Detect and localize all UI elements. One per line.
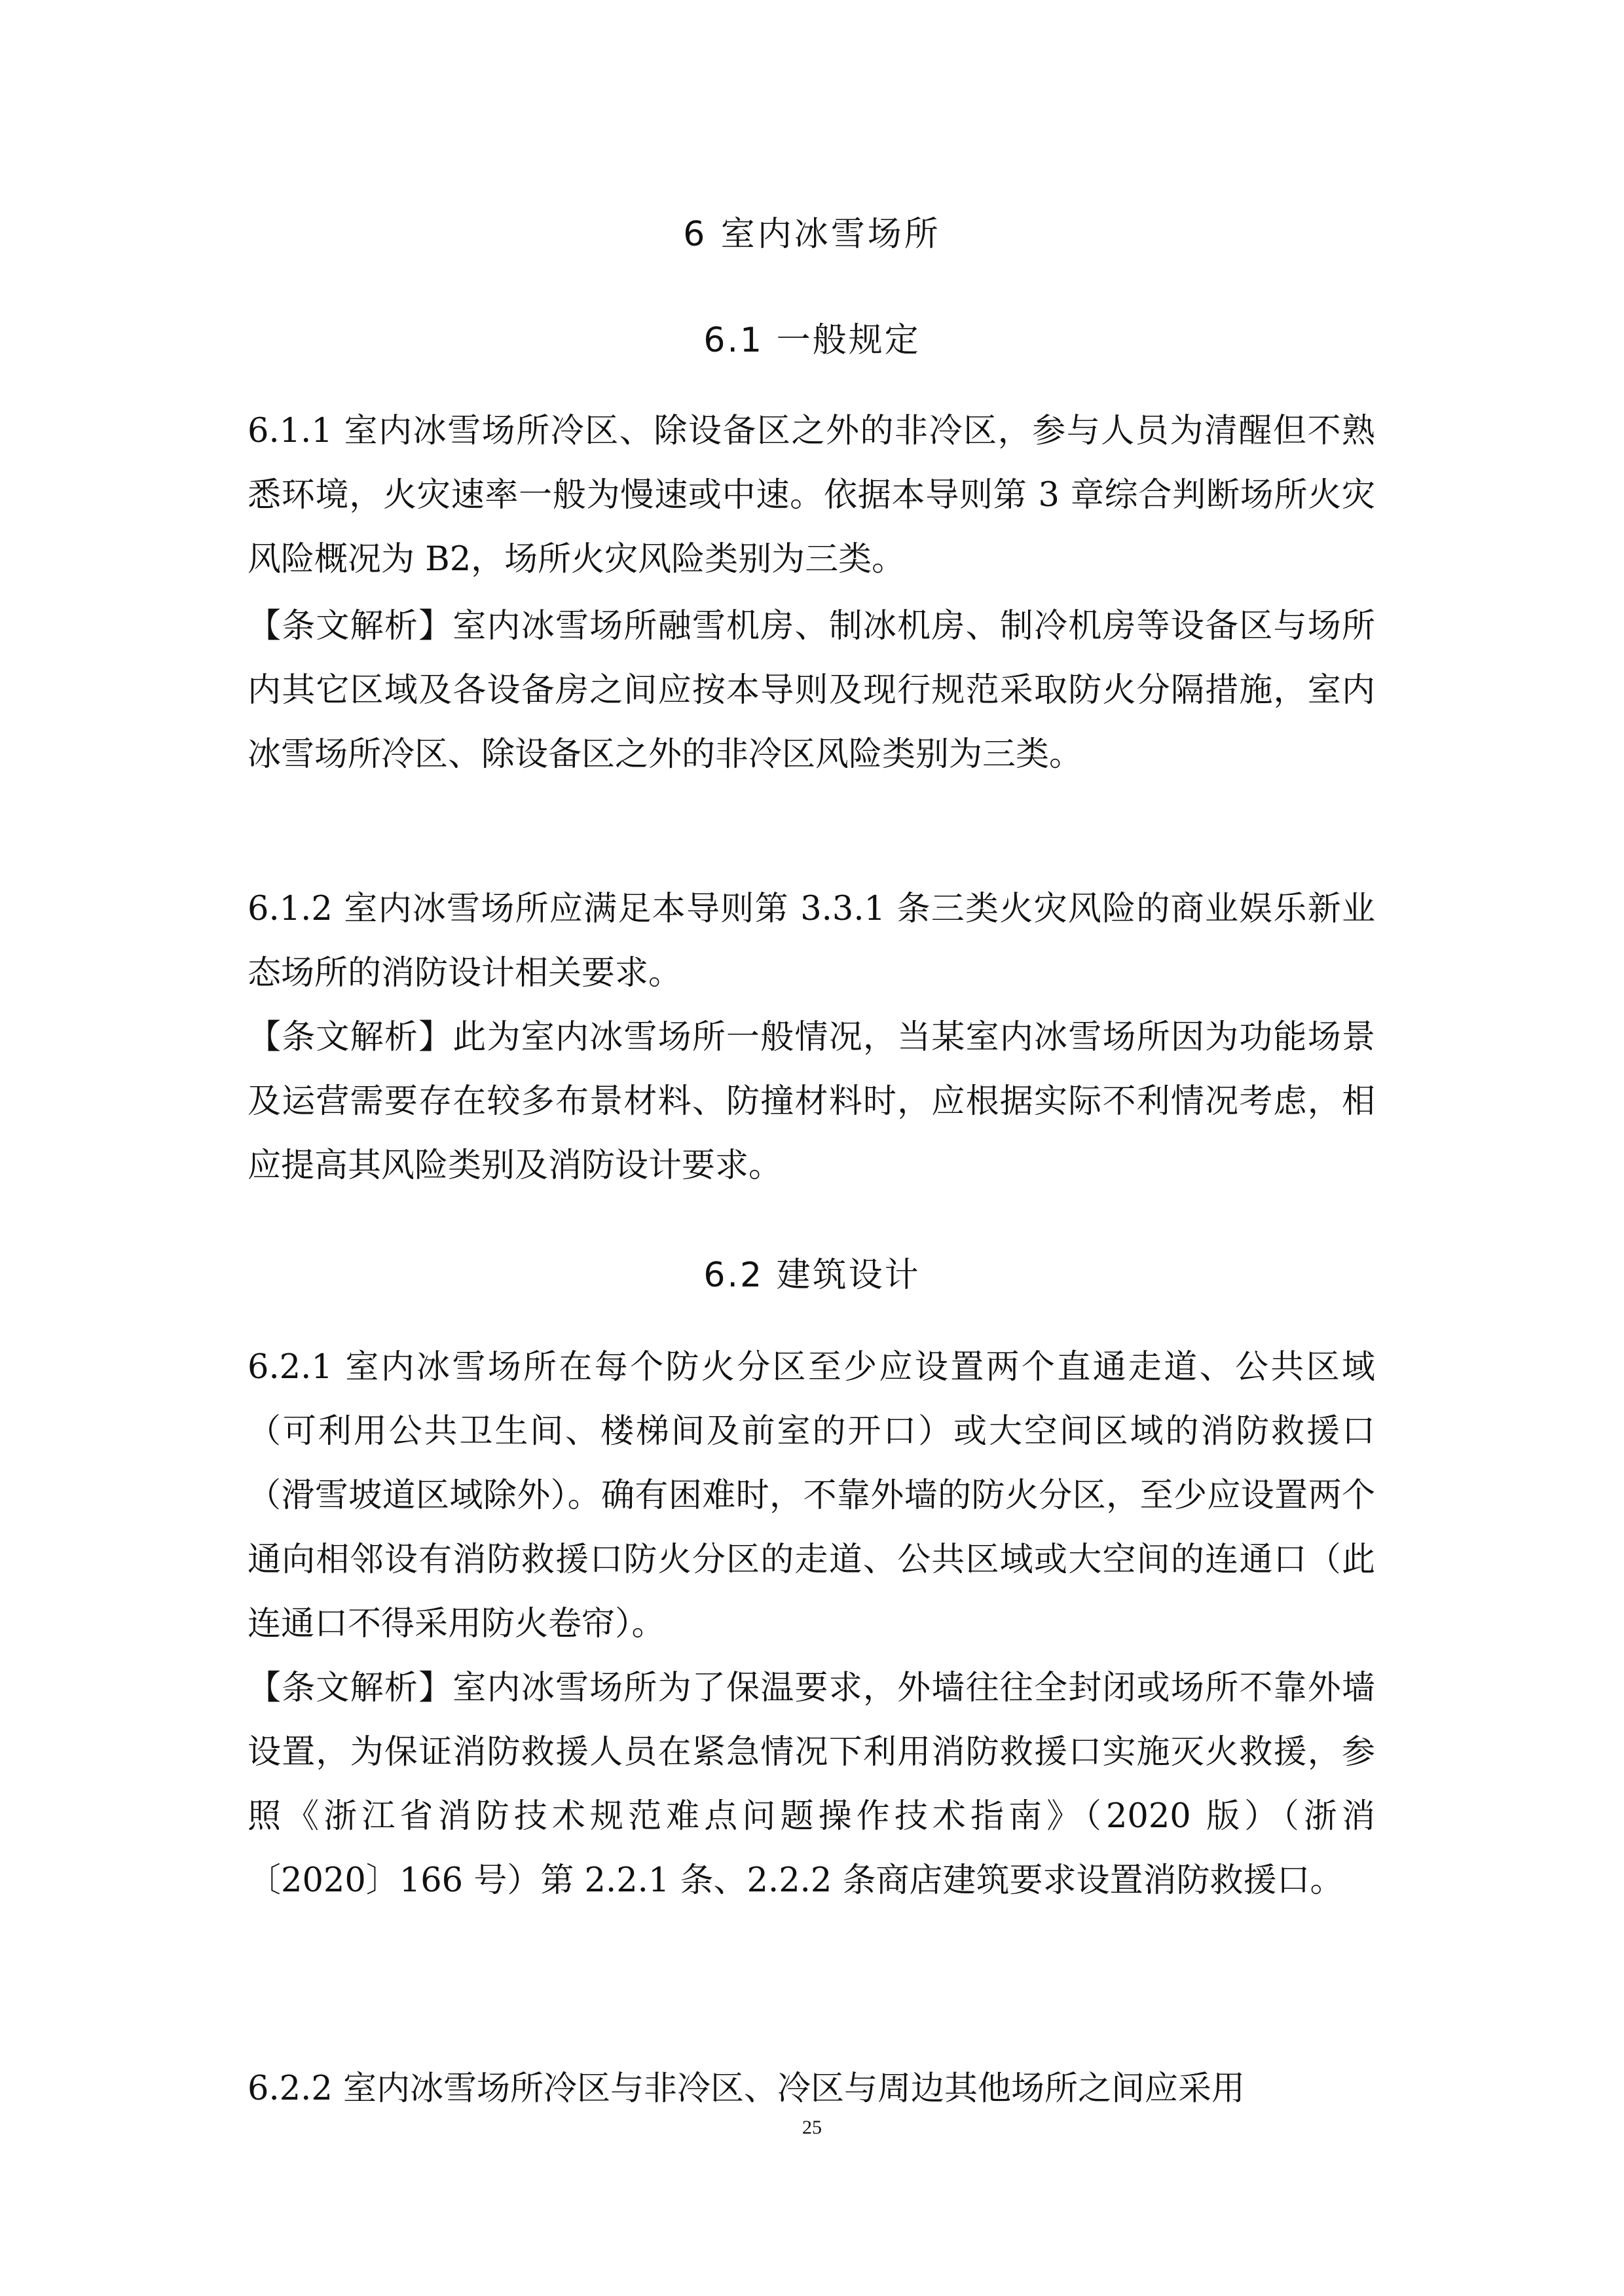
chapter-title: 6 室内冰雪场所 [683,215,941,254]
clause-analysis-6-1-2: 【条文解析】此为室内冰雪场所一般情况，当某室内冰雪场所因为功能场景及运营需要存在较多布景材料、防撞材料时，应根据实际不利情况考虑，相应提高其风险类别及消防设计要求。 [248,1018,1375,1185]
clause-6-1-2: 6.1.2 室内冰雪场所应满足本导则第 3.3.1 条三类火灾风险的商业娱乐新业态场所的消防设计相关要求。 [248,890,1375,993]
clause-6-1-1: 6.1.1 室内冰雪场所冷区、除设备区之外的非冷区，参与人员为清醒但不熟悉环境，火灾速率一般为慢速或中速。依据本导则第 3 章综合判断场所火灾风险概况为 B2，场所火灾风险类别为三类。 [248,412,1375,579]
section-title-6-1: 6.1 一般规定 [703,321,921,360]
clause-analysis-6-1-1: 【条文解析】室内冰雪场所融雪机房、制冰机房、制冷机房等设备区与场所内其它区域及各设备房之间应按本导则及现行规范采取防火分隔措施，室内冰雪场所冷区、除设备区之外的非冷区风险类别为三类。 [248,607,1375,774]
section-title-6-2: 6.2 建筑设计 [703,1256,921,1295]
page-number: 25 [802,2117,822,2138]
clause-6-2-1: 6.2.1 室内冰雪场所在每个防火分区至少应设置两个直通走道、公共区域（可利用公共卫生间、楼梯间及前室的开口）或大空间区域的消防救援口（滑雪坡道区域除外）。确有困难时，不靠外墙的防火分区，至少应设置两个通向相邻设有消防救援口防火分区的走道、公共区域或大空间的连通口（此连通口不得采用防火卷帘）。 [248,1348,1375,1643]
clause-analysis-6-2-1: 【条文解析】室内冰雪场所为了保温要求，外墙往往全封闭或场所不靠外墙设置，为保证消防救援人员在紧急情况下利用消防救援口实施灭火救援，参照《浙江省消防技术规范难点问题操作技术指南》（2020 版）（浙消〔2020〕166 号）第 2.2.1 条、2.2.2 条商店建筑要求设置消防救援口。 [248,1669,1375,1900]
clause-6-2-2: 6.2.2 室内冰雪场所冷区与非冷区、冷区与周边其他场所之间应采用 [248,2069,1245,2108]
